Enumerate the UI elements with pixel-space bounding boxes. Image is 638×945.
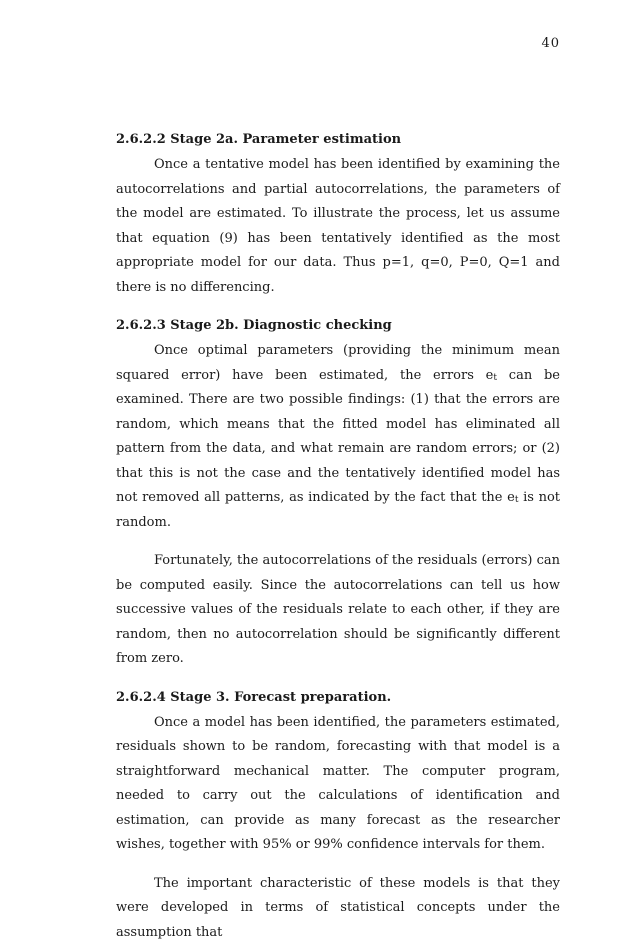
paragraph-parameter-estimation: Once a tentative model has been identified by examining the autocorrelations and partial autocorrelations, the parameters of the model are estimated. To illustrate the process, let us assume that equation (9) has been tentatively identified as the most appropriate model for our data. Thus p=1, q=0, P=0, Q=1 and there is no differencing. xyxy=(116,153,560,300)
paragraph-diagnostic-checking-2: Fortunately, the autocorrelations of the residuals (errors) can be computed easily. Since the autocorrelations can tell us how successive values of the residuals relate to each other, if they are random, then no autocorrelation should be significantly different from zero. xyxy=(116,549,560,672)
section-heading-forecast-preparation: 2.6.2.4 Stage 3. Forecast preparation. xyxy=(116,688,560,708)
text-run: can be examined. There are two possible findings: (1) that the errors are random, which means that the fitted model has eliminated all pattern from the data, and what remain are random errors; or (2) that this is not the case and the tentatively identified model has not removed all patterns, as indicated by the fact that the e xyxy=(116,368,560,506)
text-run: Once optimal parameters (providing the minimum mean squared error) have been estimated, the errors e xyxy=(116,343,560,383)
paragraph-forecast-preparation-2: The important characteristic of these models is that they were developed in terms of statistical concepts under the assumption that xyxy=(116,872,560,945)
subscript: t xyxy=(493,373,497,383)
paragraph-diagnostic-checking-1 xyxy=(116,339,560,535)
text-run: is not random. xyxy=(116,490,560,530)
page-number: 40 xyxy=(541,36,560,51)
section-heading-parameter-estimation: 2.6.2.2 Stage 2a. Parameter estimation xyxy=(116,130,560,150)
paragraph-forecast-preparation-1: Once a model has been identified, the parameters estimated, residuals shown to be random, forecasting with that model is a straightforward mechanical matter. The computer program, needed to carry out the calculations of identification and estimation, can provide as many forecast as the researcher wishes, together with 95% or 99% confidence intervals for them. xyxy=(116,711,560,858)
subscript: t xyxy=(515,495,519,505)
section-heading-diagnostic-checking: 2.6.2.3 Stage 2b. Diagnostic checking xyxy=(116,316,560,336)
page-body xyxy=(116,130,560,945)
